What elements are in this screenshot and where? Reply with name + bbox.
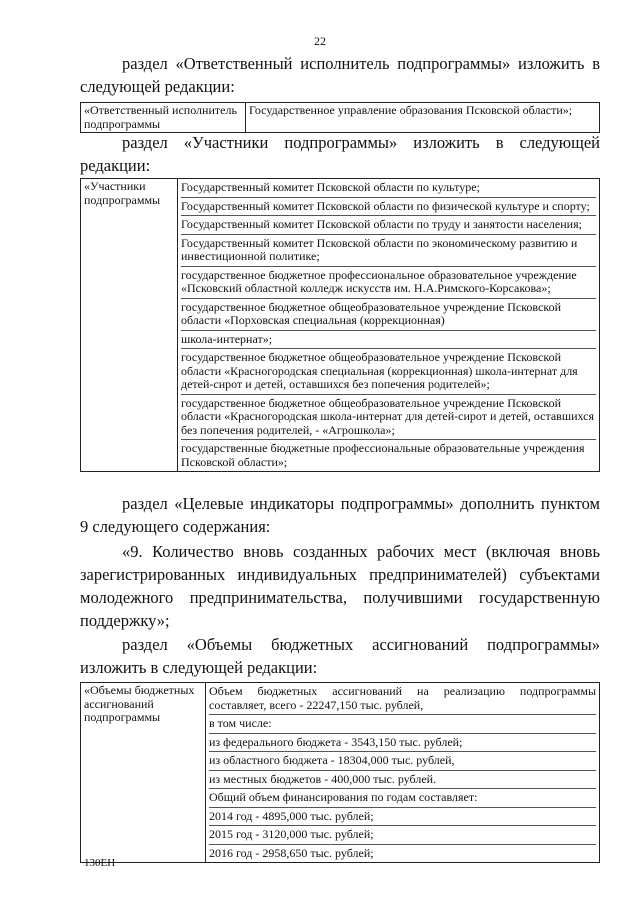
participant-item: Государственный комитет Псковской области по экономическому развитию и инвестиционной политике;	[181, 235, 596, 267]
paragraph-responsible-executor: раздел «Ответственный исполнитель подпрограммы» изложить в следующей редакции:	[80, 54, 600, 96]
budget-item: 2016 год - 2958,650 тыс. рублей;	[209, 845, 374, 860]
budget-item: из местных бюджетов - 400,000 тыс. рублей.	[209, 771, 596, 790]
table3-left-cell: «Объемы бюджетных ассигнований подпрограммы	[81, 683, 206, 863]
participant-item: Государственный комитет Псковской области по культуре;	[181, 179, 596, 198]
budget-item: Объем бюджетных ассигнований на реализацию подпрограммы составляет, всего - 22247,150 тыс. рублей,	[209, 683, 596, 715]
paragraph-participants: раздел «Участники подпрограммы» изложить в следующей редакции:	[80, 133, 600, 175]
participant-item: государственное бюджетное общеобразовательное учреждение Псковской области «Порховская специальная (коррекционная)	[181, 299, 596, 331]
table-responsible-executor	[80, 102, 600, 133]
participant-item: государственное бюджетное общеобразовательное учреждение Псковской области «Красногородская специальная (коррекционная) школа-интернат для детей-сирот и детей, оставшихся без попечения родителей»;	[181, 349, 596, 395]
participant-item: Государственный комитет Псковской области по физической культуре и спорту;	[181, 198, 596, 217]
table2-right-cell	[178, 179, 600, 472]
budget-item: 2015 год - 3120,000 тыс. рублей;	[209, 826, 596, 845]
table1-left-cell: «Ответственный исполнитель подпрограммы	[81, 103, 246, 133]
budget-item: из федерального бюджета - 3543,150 тыс. рублей;	[209, 734, 596, 753]
paragraph-target-indicators: раздел «Целевые индикаторы подпрограммы» дополнить пунктом 9 следующего содержания:	[80, 494, 600, 536]
table1-right-cell: Государственное управление образования Псковской области»;	[246, 103, 600, 133]
table-budget-allocations	[80, 682, 600, 863]
participant-item: Государственный комитет Псковской области по труду и занятости населения;	[181, 216, 596, 235]
table3-right-cell	[206, 683, 600, 863]
paragraph-indicator-9: «9. Количество вновь созданных рабочих мест (включая вновь зарегистрированных индивидуальных предпринимателей) субъектами молодежного предпринимательства, получившими государственную поддержку»;	[80, 542, 600, 630]
footer-code: 130ЕН	[84, 857, 116, 869]
participant-item: государственное бюджетное профессиональное образовательное учреждение «Псковский областной колледж искусств им. Н.А.Римского-Корсакова»;	[181, 267, 596, 299]
participant-item: государственные бюджетные профессиональные образовательные учреждения Псковской области»;	[181, 441, 585, 469]
page-number: 22	[314, 34, 326, 48]
budget-item: 2014 год - 4895,000 тыс. рублей;	[209, 808, 596, 827]
budget-item: Общий объем финансирования по годам составляет:	[209, 789, 596, 808]
budget-item: из областного бюджета - 18304,000 тыс. рублей,	[209, 752, 596, 771]
participant-item: школа-интернат»;	[181, 331, 596, 350]
participant-item: государственное бюджетное общеобразовательное учреждение Псковской области «Красногородская школа-интернат для детей-сирот и детей, оставшихся без попечения родителей, - «Агрошкола»;	[181, 395, 596, 441]
table2-left-cell: «Участники подпрограммы	[81, 179, 178, 472]
budget-item: в том числе:	[209, 715, 596, 734]
table-participants	[80, 178, 600, 472]
paragraph-budget-allocations: раздел «Объемы бюджетных ассигнований подпрограммы» изложить в следующей редакции:	[80, 635, 600, 677]
